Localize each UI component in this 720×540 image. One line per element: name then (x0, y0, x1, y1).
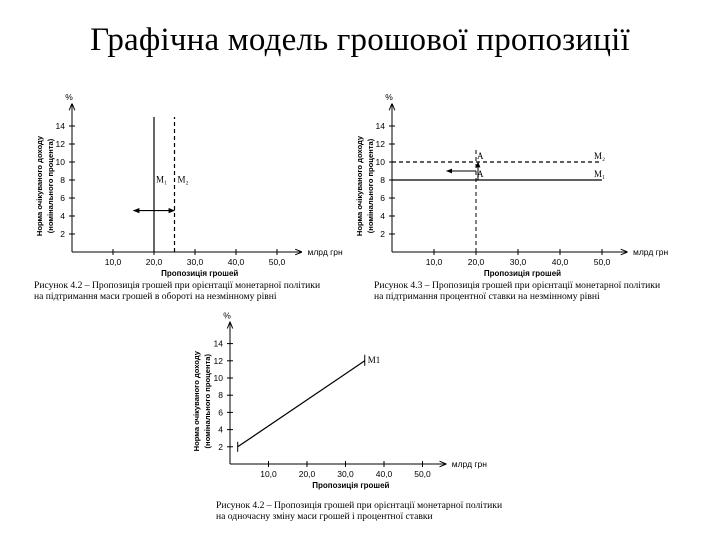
chart-2 (355, 92, 668, 302)
point-label: A (477, 169, 484, 179)
y-tick-label: 14 (213, 338, 223, 349)
x-tick-label: 50,0 (268, 257, 286, 267)
point-label: A (477, 151, 484, 161)
x-axis-label: Пропозиція грошей (312, 481, 390, 490)
y-tick-label: 10 (375, 157, 385, 167)
figure-caption-line-2: на підтримання процентної ставки на незмінному рівні (374, 291, 600, 302)
y-tick-label: 12 (213, 355, 223, 366)
y-tick-label: 4 (60, 211, 65, 221)
x-tick-label: 10,0 (104, 257, 122, 267)
x-unit-label: млрд грн (451, 459, 487, 469)
x-axis-label: Пропозиція грошей (161, 269, 239, 278)
chart-3 (192, 310, 502, 522)
x-tick-label: 20,0 (467, 257, 485, 267)
y-tick-label: 8 (218, 390, 223, 401)
figure-caption-line-1: Рисунок 4.2 – Пропозиція грошей при орієнтації монетарної політики (34, 280, 321, 291)
x-tick-label: 30,0 (186, 257, 204, 267)
y-tick-label: 8 (380, 175, 385, 185)
y-tick-label: 12 (375, 139, 385, 149)
x-unit-label: млрд грн (307, 247, 343, 257)
x-tick-label: 10,0 (425, 257, 443, 267)
y-axis-label-sub: (номінального процента) (203, 353, 212, 449)
series-line-1 (238, 361, 365, 447)
x-tick-label: 40,0 (551, 257, 569, 267)
y-unit-label: % (385, 92, 393, 102)
y-tick-label: 14 (375, 121, 385, 131)
y-tick-label: 10 (55, 157, 65, 167)
chart-1 (34, 92, 343, 302)
x-tick-label: 10,0 (260, 469, 277, 479)
series-label-2: M₂ (177, 174, 189, 185)
y-tick-label: 2 (218, 441, 223, 452)
y-tick-label: 4 (218, 424, 223, 435)
y-tick-label: 6 (218, 407, 223, 418)
series-label-1: M₂ (594, 151, 606, 161)
y-axis-label: Норма очікуваного доходу (192, 351, 201, 452)
y-tick-label: 6 (60, 193, 65, 203)
y-tick-label: 14 (55, 121, 65, 131)
series-label-1: M1 (367, 354, 381, 365)
x-axis-label: Пропозиція грошей (483, 269, 562, 278)
y-tick-label: 8 (60, 175, 65, 185)
figure-caption-line-2: на одночасну зміну маси грошей і процентної ставки (216, 511, 433, 522)
y-axis-label: Норма очікуваного доходу (355, 135, 364, 237)
y-tick-label: 6 (380, 193, 385, 203)
series-label-2: M₁ (594, 169, 606, 179)
x-tick-label: 20,0 (145, 257, 163, 267)
y-tick-label: 2 (380, 229, 385, 239)
x-tick-label: 40,0 (227, 257, 245, 267)
figure-caption-line-1: Рисунок 4.3 – Пропозиція грошей при орієнтації монетарної політики (374, 280, 661, 291)
y-axis-label: Норма очікуваного доходу (35, 135, 44, 237)
x-tick-label: 40,0 (375, 469, 393, 479)
x-tick-label: 50,0 (414, 469, 431, 479)
x-tick-label: 20,0 (298, 469, 316, 479)
x-tick-label: 30,0 (337, 469, 354, 479)
y-tick-label: 10 (213, 373, 223, 383)
x-unit-label: млрд грн (633, 247, 669, 257)
y-unit-label: % (65, 92, 73, 102)
y-tick-label: 4 (380, 211, 385, 221)
y-axis-label-sub: (номінального процента) (366, 138, 375, 234)
y-tick-label: 12 (55, 139, 65, 149)
series-label-1: M₁ (156, 174, 168, 185)
figure-caption-line-2: на підтримання маси грошей в обороті на незмінному рівні (34, 291, 277, 302)
y-unit-label: % (223, 310, 231, 321)
y-tick-label: 2 (60, 229, 65, 239)
x-tick-label: 50,0 (593, 257, 611, 267)
y-axis-label-sub: (номінального процента) (46, 138, 55, 234)
slide-title: Графічна модель грошової пропозиції (90, 22, 630, 58)
x-tick-label: 30,0 (509, 257, 527, 267)
figure-caption-line-1: Рисунок 4.2 – Пропозиція грошей при орієнтації монетарної політики (216, 500, 503, 511)
